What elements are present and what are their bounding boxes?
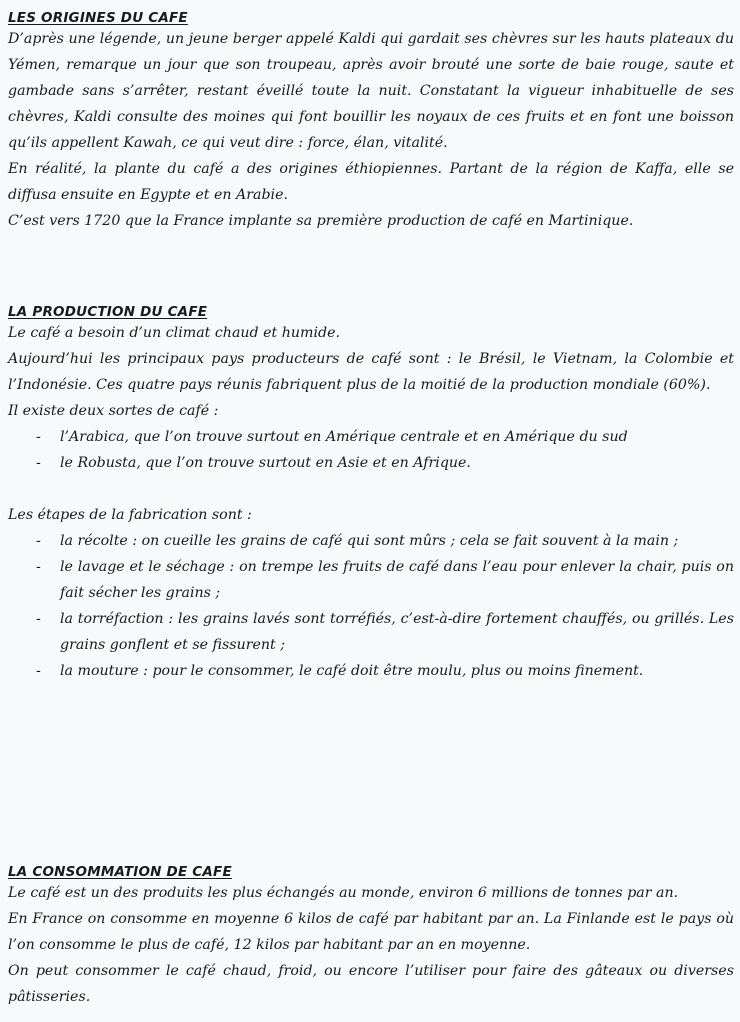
list-item-arabica: - l’Arabica, que l’on trouve surtout en Amérique centrale et en Amérique du sud [8,424,734,450]
consumption-text [8,880,734,1010]
section-title-production: LA PRODUCTION DU CAFE [8,304,208,320]
production-text [8,320,734,684]
consumption-paragraph-1: Le café est un des produits les plus échangés au monde, environ 6 millions de tonnes par an. [8,885,679,901]
consumption-paragraph-3: On peut consommer le café chaud, froid, ou encore l’utiliser pour faire des gâteaux ou diverses pâtisseries. [8,963,734,1005]
section-origins [8,10,734,234]
consumption-paragraph-2: En France on consomme en moyenne 6 kilos de café par habitant par an. La Finlande est le pays où l’on consomme le plus de café, 12 kilos par habitant par an en moyenne. [8,911,734,953]
list-item-step-grinding: - la mouture : pour le consommer, le café doit être moulu, plus ou moins finement. [8,658,734,684]
origins-text [8,26,734,234]
production-paragraph-2: Aujourd’hui les principaux pays producteurs de café sont : le Brésil, le Vietnam, la Colombie et l’Indonésie. Ces quatre pays réunis fabriquent plus de la moitié de la production mondiale (60%). [8,351,734,393]
spacer [8,476,734,502]
steps-list [8,528,734,684]
origins-paragraph-1: D’après une légende, un jeune berger appelé Kaldi qui gardait ses chèvres sur les hauts plateaux du Yémen, remarque un jour que son troupeau, après avoir brouté une sorte de baie rouge, saute et gambade sans s’arrêter, restant éveillé toute la nuit. Constatant la vigueur inhabituelle de ses chèvres, Kaldi consulte des moines qui font bouillir les noyaux de ces fruits et en font une boisson qu’ils appellent Kawah, ce qui veut dire : force, élan, vitalité. [8,31,734,151]
origins-paragraph-2: En réalité, la plante du café a des origines éthiopiennes. Partant de la région de Kaffa, elle se diffusa ensuite en Egypte et en Arabie. [8,161,734,203]
section-title-consumption: LA CONSOMMATION DE CAFE [8,864,232,880]
list-item-step-roasting: - la torréfaction : les grains lavés sont torréfiés, c’est-à-dire fortement chauffés, ou grillés. Les grains gonflent et se fissurent ; [8,606,734,658]
list-item-step-harvest: - la récolte : on cueille les grains de café qui sont mûrs ; cela se fait souvent à la main ; [8,528,734,554]
list-item-step-washing: - le lavage et le séchage : on trempe les fruits de café dans l’eau pour enlever la chair, puis on fait sécher les grains ; [8,554,734,606]
origins-paragraph-3: C’est vers 1720 que la France implante sa première production de café en Martinique. [8,213,634,229]
varieties-list [8,424,734,476]
section-consumption [8,864,734,1010]
production-paragraph-1: Le café a besoin d’un climat chaud et humide. [8,325,340,341]
section-title-origins: LES ORIGINES DU CAFE [8,10,188,26]
list-item-robusta: - le Robusta, que l’on trouve surtout en Asie et en Afrique. [8,450,734,476]
section-production [8,304,734,684]
production-paragraph-3: Il existe deux sortes de café : [8,403,219,419]
steps-intro: Les étapes de la fabrication sont : [8,507,252,523]
